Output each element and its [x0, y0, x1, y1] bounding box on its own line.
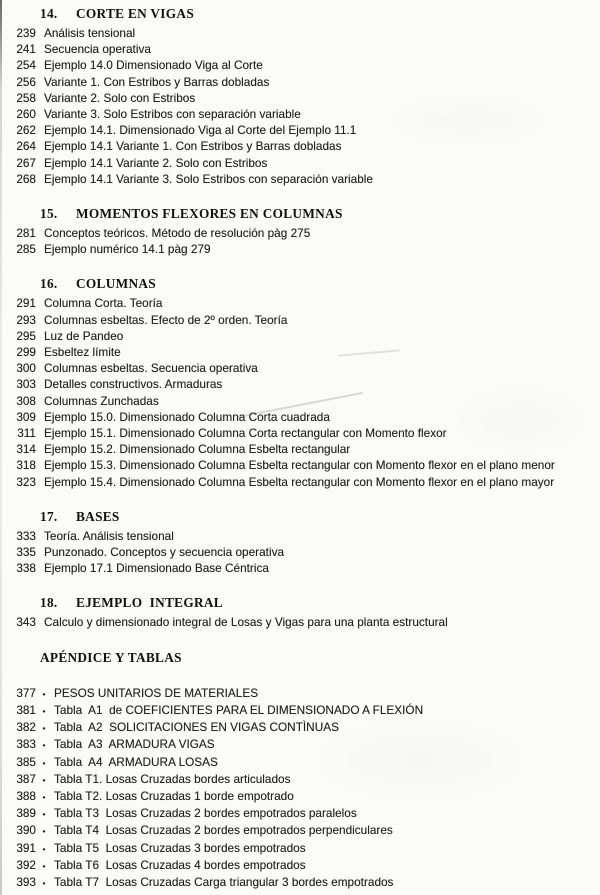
section-number: 17.: [40, 508, 58, 524]
entry-text: Ejemplo 15.0. Dimensionado Columna Corta cuadrada: [44, 409, 330, 424]
bullet-icon: •: [42, 843, 46, 854]
entry-text: Tabla T6 Losas Cruzadas 4 bordes empotrados: [54, 857, 306, 872]
entry-text: Ejemplo 14.0 Dimensionado Viga al Corte: [44, 58, 263, 73]
section-number: 16.: [40, 276, 58, 292]
section-number: 14.: [40, 6, 58, 21]
bullet-icon: •: [42, 860, 46, 871]
toc-entry: [0, 788, 600, 805]
section-title: COLUMNAS: [76, 276, 156, 292]
bullet-icon: •: [42, 723, 46, 734]
entry-page-number: 382: [16, 720, 36, 735]
entry-page-number: 385: [16, 754, 36, 769]
toc-section: [0, 206, 600, 257]
bullet-icon: •: [42, 877, 46, 888]
entry-page-number: 314: [16, 442, 36, 457]
toc-entry: [0, 25, 600, 41]
section-heading: [40, 650, 600, 666]
entry-page-number: 239: [16, 26, 36, 40]
toc-entry: [0, 702, 600, 719]
bullet-icon: •: [42, 826, 46, 837]
entry-text: Esbeltez límite: [44, 345, 121, 360]
entry-text: Ejemplo 14.1. Dimensionado Viga al Corte del Ejemplo 11.1: [44, 123, 357, 138]
entry-page-number: 295: [16, 328, 36, 343]
entry-page-number: 343: [16, 615, 36, 630]
entry-text: Ejemplo 17.1 Dimensionado Base Céntrica: [44, 561, 269, 576]
entry-page-number: 333: [16, 528, 36, 543]
entry-page-number: 268: [16, 171, 36, 186]
entry-text: Teoría. Análisis tensional: [44, 528, 174, 543]
entry-page-number: 387: [16, 771, 36, 786]
entry-page-number: 303: [16, 377, 36, 392]
entry-text: Ejemplo numérico 14.1 pàg 279: [44, 242, 211, 257]
toc-entry: [0, 441, 600, 457]
entry-text: Detalles constructivos. Armaduras: [44, 377, 223, 392]
toc-entry: [0, 122, 600, 138]
entry-text: Columna Corta. Teoría: [44, 296, 163, 311]
entry-text: Tabla A3 ARMADURA VIGAS: [54, 737, 215, 752]
entry-text: Tabla T7 Losas Cruzadas Carga triangular 3 bordes empotrados: [54, 874, 394, 889]
toc-section: [0, 650, 600, 891]
entry-text: Luz de Pandeo: [44, 328, 124, 343]
toc-entry: [0, 457, 600, 473]
toc-entry: [0, 614, 600, 630]
toc-entry: [0, 57, 600, 73]
section-number: 18.: [40, 595, 58, 611]
entry-page-number: 256: [16, 74, 36, 89]
entry-text: Ejemplo 14.1 Variante 2. Solo con Estribos: [44, 155, 268, 170]
entry-text: Columnas esbeltas. Efecto de 2º orden. Teoría: [44, 312, 288, 327]
entry-page-number: 309: [16, 409, 36, 424]
entry-page-number: 381: [16, 702, 36, 717]
entry-page-number: 285: [16, 242, 36, 257]
toc-entry: [0, 805, 600, 822]
entry-text: Conceptos teóricos. Método de resolución pàg 275: [44, 226, 311, 241]
toc-entry: [0, 155, 600, 171]
entry-text: Tabla T4 Losas Cruzadas 2 bordes empotrados perpendiculares: [54, 823, 393, 838]
section-title: APÉNDICE Y TABLAS: [40, 649, 182, 665]
toc-section: [0, 276, 600, 489]
entry-page-number: 300: [16, 361, 36, 376]
section-title: EJEMPLO INTEGRAL: [76, 595, 223, 611]
entry-text: Ejemplo 14.1 Variante 1. Con Estribos y Barras dobladas: [44, 139, 342, 154]
entry-text: Tabla A1 de COEFICIENTES PARA EL DIMENSIONADO A FLEXIÓN: [54, 702, 424, 717]
entry-page-number: 254: [16, 58, 36, 73]
toc-entry: [0, 560, 600, 576]
section-heading: [40, 595, 600, 611]
section-title: BASES: [76, 508, 120, 524]
toc-entry: [0, 328, 600, 344]
bullet-icon: •: [42, 740, 46, 751]
entry-text: Variante 2. Solo con Estribos: [44, 90, 196, 105]
entry-page-number: 262: [16, 123, 36, 138]
entry-text: Variante 1. Con Estribos y Barras dobladas: [44, 74, 270, 89]
entry-page-number: 392: [16, 857, 36, 872]
entry-text: Tabla T5 Losas Cruzadas 3 bordes empotrados: [54, 840, 306, 855]
entry-text: Secuencia operativa: [44, 42, 151, 57]
entry-page-number: 291: [16, 296, 36, 311]
bullet-icon: •: [42, 774, 46, 785]
bullet-icon: •: [42, 757, 46, 768]
entry-page-number: 308: [16, 393, 36, 408]
toc-entry: [0, 822, 600, 839]
toc-entry: [0, 771, 600, 788]
toc-section: [0, 509, 600, 577]
toc-entry: [0, 425, 600, 441]
toc-entry: [0, 295, 600, 311]
section-title: MOMENTOS FLEXORES EN COLUMNAS: [76, 206, 343, 222]
toc-entry: [0, 840, 600, 857]
toc-entry: [0, 474, 600, 490]
toc-entry: [0, 90, 600, 106]
entry-page-number: 393: [16, 874, 36, 889]
entry-page-number: 267: [16, 155, 36, 170]
entry-text: Tabla T1. Losas Cruzadas bordes articulados: [54, 771, 291, 786]
entry-page-number: 281: [16, 226, 36, 241]
toc-entry: [0, 344, 600, 360]
toc-entry: [0, 736, 600, 753]
section-heading: [40, 276, 600, 292]
entry-page-number: 293: [16, 312, 36, 327]
toc-entry: [0, 74, 600, 90]
entry-text: Columnas esbeltas. Secuencia operativa: [44, 361, 258, 376]
entry-page-number: 383: [16, 737, 36, 752]
entry-text: Ejemplo 14.1 Variante 3. Solo Estribos con separación variable: [44, 171, 373, 186]
toc-entry: [0, 138, 600, 154]
entry-text: Ejemplo 15.4. Dimensionado Columna Esbelta rectangular con Momento flexor en el plano mayor: [44, 474, 555, 489]
entry-text: Tabla T3 Losas Cruzadas 2 bordes empotrados paralelos: [54, 806, 357, 821]
toc-entry: [0, 376, 600, 392]
entry-page-number: 260: [16, 107, 36, 122]
entry-text: Tabla A4 ARMADURA LOSAS: [54, 754, 218, 769]
entry-page-number: 377: [16, 685, 36, 700]
entry-text: Punzonado. Conceptos y secuencia operativa: [44, 545, 285, 560]
entry-text: Tabla T2. Losas Cruzadas 1 borde empotrado: [54, 788, 294, 803]
entry-page-number: 258: [16, 90, 36, 105]
toc-entry: [0, 106, 600, 122]
entry-page-number: 390: [16, 823, 36, 838]
entry-text: Tabla A2 SOLICITACIONES EN VIGAS CONTÌNUAS: [54, 720, 339, 735]
entry-page-number: 311: [17, 426, 36, 441]
toc-entry: [0, 544, 600, 560]
entry-text: Ejemplo 15.2. Dimensionado Columna Esbelta rectangular: [44, 442, 351, 457]
entry-page-number: 388: [16, 788, 36, 803]
entry-text: PESOS UNITARIOS DE MATERIALES: [54, 685, 259, 700]
section-heading: [40, 509, 600, 525]
entry-text: Análisis tensional: [44, 26, 136, 40]
toc-entry: [0, 225, 600, 241]
entry-page-number: 335: [16, 545, 36, 560]
toc-entry: [0, 360, 600, 376]
toc-entry: [0, 241, 600, 257]
toc-entry: [0, 312, 600, 328]
section-heading: [40, 206, 600, 222]
toc-entry: [0, 719, 600, 736]
toc-entry: [0, 409, 600, 425]
toc-entry: [0, 754, 600, 771]
section-number: 15.: [40, 206, 58, 222]
toc-entry: [0, 171, 600, 187]
toc-section: [0, 6, 600, 187]
entry-text: Ejemplo 15.1. Dimensionado Columna Corta rectangular con Momento flexor: [44, 426, 447, 441]
bullet-icon: •: [42, 791, 46, 802]
toc-entry: [0, 685, 600, 702]
entry-page-number: 389: [16, 806, 36, 821]
entry-page-number: 299: [16, 345, 36, 360]
entry-page-number: 318: [16, 458, 36, 473]
entry-page-number: 241: [16, 42, 36, 57]
entry-text: Variante 3. Solo Estribos con separación variable: [44, 107, 301, 122]
toc-entry: [0, 528, 600, 544]
section-title: CORTE EN VIGAS: [76, 6, 195, 21]
entry-page-number: 338: [16, 561, 36, 576]
toc-entry: [0, 874, 600, 891]
section-heading: [40, 6, 600, 22]
toc-entry: [0, 393, 600, 409]
bullet-icon: •: [42, 688, 46, 699]
bullet-icon: •: [42, 705, 46, 716]
toc-entry: [0, 857, 600, 874]
entry-text: Columnas Zunchadas: [44, 393, 159, 408]
entry-page-number: 264: [16, 139, 36, 154]
bullet-icon: •: [42, 809, 46, 820]
entry-text: Calculo y dimensionado integral de Losas y Vigas para una planta estructural: [44, 615, 448, 630]
entry-text: Ejemplo 15.3. Dimensionado Columna Esbelta rectangular con Momento flexor en el plano menor: [44, 458, 555, 473]
toc-section: [0, 595, 600, 630]
entry-page-number: 323: [16, 474, 36, 489]
toc-entry: [0, 41, 600, 57]
entry-page-number: 391: [16, 840, 36, 855]
